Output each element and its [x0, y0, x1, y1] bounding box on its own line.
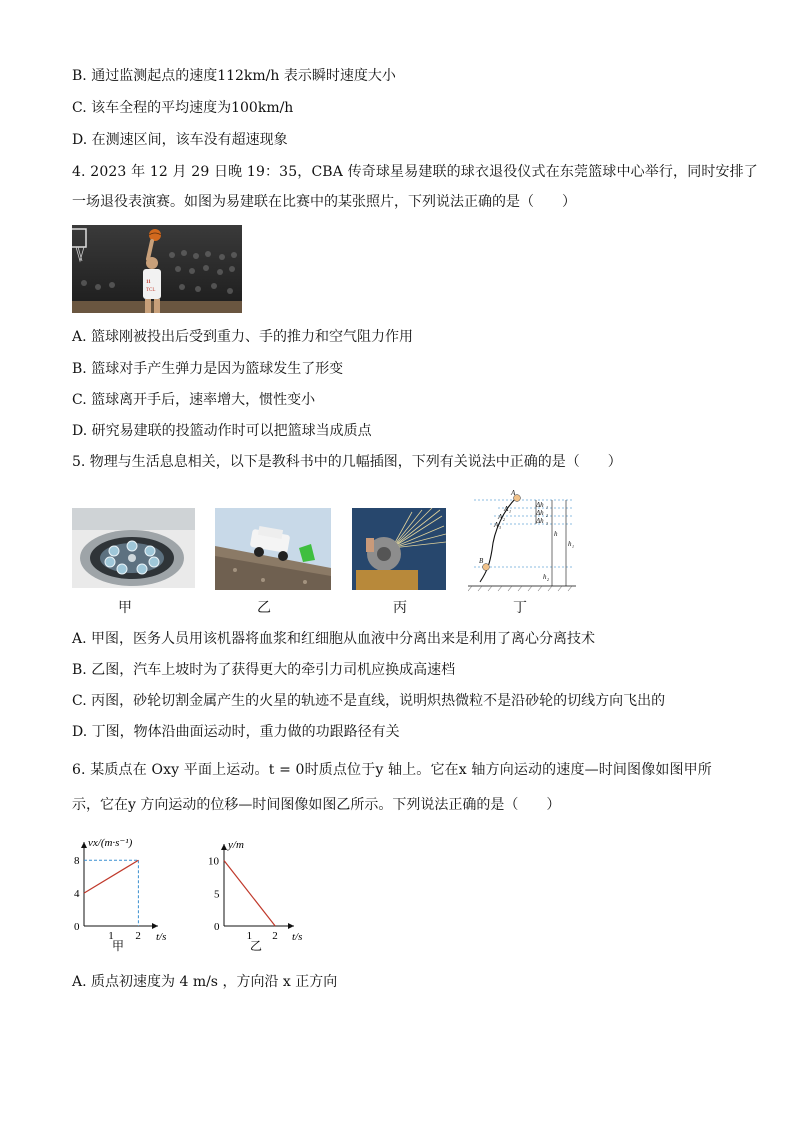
curved-path-diagram [468, 490, 576, 592]
q4-option-c: C. 篮球离开手后，速率增大，惯性变小 [72, 392, 316, 408]
q3-option-d: D. 在测速区间，该车没有超速现象 [72, 132, 288, 148]
svg-text:3: 3 [546, 521, 548, 526]
jersey-text: TCL [146, 288, 156, 293]
q4-option-a: A. 篮球刚被投出后受到重力、手的推力和空气阻力作用 [72, 329, 414, 345]
svg-text:11: 11 [146, 280, 151, 285]
caption-jia: 甲 [118, 600, 132, 616]
chart0-y-tick-label-1: 8 [74, 855, 80, 868]
q5-option-b: B. 乙图，汽车上坡时为了获得更大的牵引力司机应换成高速档 [72, 662, 456, 678]
chart1-y-tick-label-1: 10 [208, 855, 219, 868]
chart0-x-tick-label-0: 1 [108, 930, 114, 942]
label-A3: A [494, 521, 499, 529]
chart1-origin-label: 0 [214, 921, 220, 933]
chart1-series-line [224, 861, 275, 926]
svg-text:2: 2 [547, 577, 549, 582]
chart0-y-arrow [81, 842, 87, 848]
q6-stem-line-1: 6. 某质点在 Oxy 平面上运动。t = 0时质点位于y 轴上。它在x 轴方向运动的速度—时间图像如图甲所 [72, 762, 712, 778]
q4-stem-line-2: 一场退役表演赛。如图为易建联在比赛中的某张照片，下列说法正确的是（ ） [72, 194, 576, 210]
q5-option-a: A. 甲图，医务人员用该机器将血浆和红细胞从血液中分离出来是利用了离心分离技术 [72, 631, 596, 647]
chart1-x-arrow [288, 923, 294, 929]
chart0-title: 甲 [112, 939, 125, 953]
chart-velocity-time [66, 828, 178, 954]
label-dh3: Δh [536, 517, 544, 525]
q4-option-d: D. 研究易建联的投篮动作时可以把篮球当成质点 [72, 423, 372, 439]
chart1-y-tick-label-0: 5 [214, 888, 220, 901]
label-h2: h [543, 573, 547, 581]
chart0-y-label: vx/(m·s⁻¹) [88, 837, 133, 849]
chart0-x-label: t/s [156, 931, 167, 943]
chart0-series-line [84, 860, 138, 893]
car-uphill-photo [215, 508, 331, 590]
q6-option-a: A. 质点初速度为 4 m/s ，方向沿 x 正方向 [72, 974, 338, 990]
caption-ding: 丁 [513, 600, 527, 616]
q5-option-d: D. 丁图，物体沿曲面运动时，重力做的功跟路径有关 [72, 724, 400, 740]
chart0-x-tick-label-1: 2 [135, 930, 141, 942]
svg-text:2: 2 [503, 517, 505, 522]
q6-stem-line-2: 示，它在y 方向运动的位移—时间图像如图乙所示。下列说法正确的是（ ） [72, 797, 561, 813]
label-dh2: Δh [536, 509, 544, 517]
q4-option-b: B. 篮球对手产生弹力是因为篮球发生了形变 [72, 361, 344, 377]
chart0-origin-label: 0 [74, 921, 80, 933]
chart1-x-label: t/s [292, 931, 303, 943]
chart1-x-tick-label-0: 1 [246, 930, 253, 942]
chart1-y-arrow [221, 844, 227, 850]
svg-text:1: 1 [546, 505, 548, 510]
chart1-title: 乙 [250, 939, 263, 953]
caption-bing: 丙 [393, 600, 407, 616]
chart-displacement-time [200, 828, 332, 954]
q3-option-b: B. 通过监测起点的速度112km/h 表示瞬时速度大小 [72, 68, 396, 84]
label-h: h [554, 530, 558, 538]
basketball-photo [72, 225, 242, 313]
q4-stem-line-1: 4. 2023 年 12 月 29 日晚 19：35，CBA 传奇球星易建联的球衣退役仪式在东莞篮球中心举行，同时安排了 [72, 164, 758, 180]
chart1-y-label: y/m [228, 839, 244, 851]
label-B: B [479, 557, 484, 565]
caption-yi: 乙 [257, 600, 271, 616]
svg-text:2: 2 [546, 513, 548, 518]
q5-stem: 5. 物理与生活息息相关，以下是教科书中的几幅插图，下列有关说法中正确的是（ ） [72, 454, 622, 470]
label-A1: A [504, 505, 509, 513]
chart1-x-tick-label-1: 2 [272, 930, 278, 942]
label-h1: h [568, 540, 572, 548]
label-A: A [511, 490, 516, 497]
label-dh1: Δh [536, 501, 544, 509]
q3-option-c: C. 该车全程的平均速度为100km/h [72, 100, 294, 116]
svg-text:1: 1 [572, 544, 574, 549]
centrifuge-photo [72, 508, 195, 588]
label-A2: A [498, 513, 503, 521]
q5-option-c: C. 丙图，砂轮切割金属产生的火星的轨迹不是直线，说明炽热微粒不是沿砂轮的切线方向飞出的 [72, 693, 666, 709]
chart0-x-arrow [152, 923, 158, 929]
chart0-y-tick-label-0: 4 [74, 888, 80, 901]
grinding-sparks-photo [352, 508, 446, 590]
svg-text:1: 1 [509, 509, 511, 514]
svg-text:3: 3 [499, 525, 501, 530]
